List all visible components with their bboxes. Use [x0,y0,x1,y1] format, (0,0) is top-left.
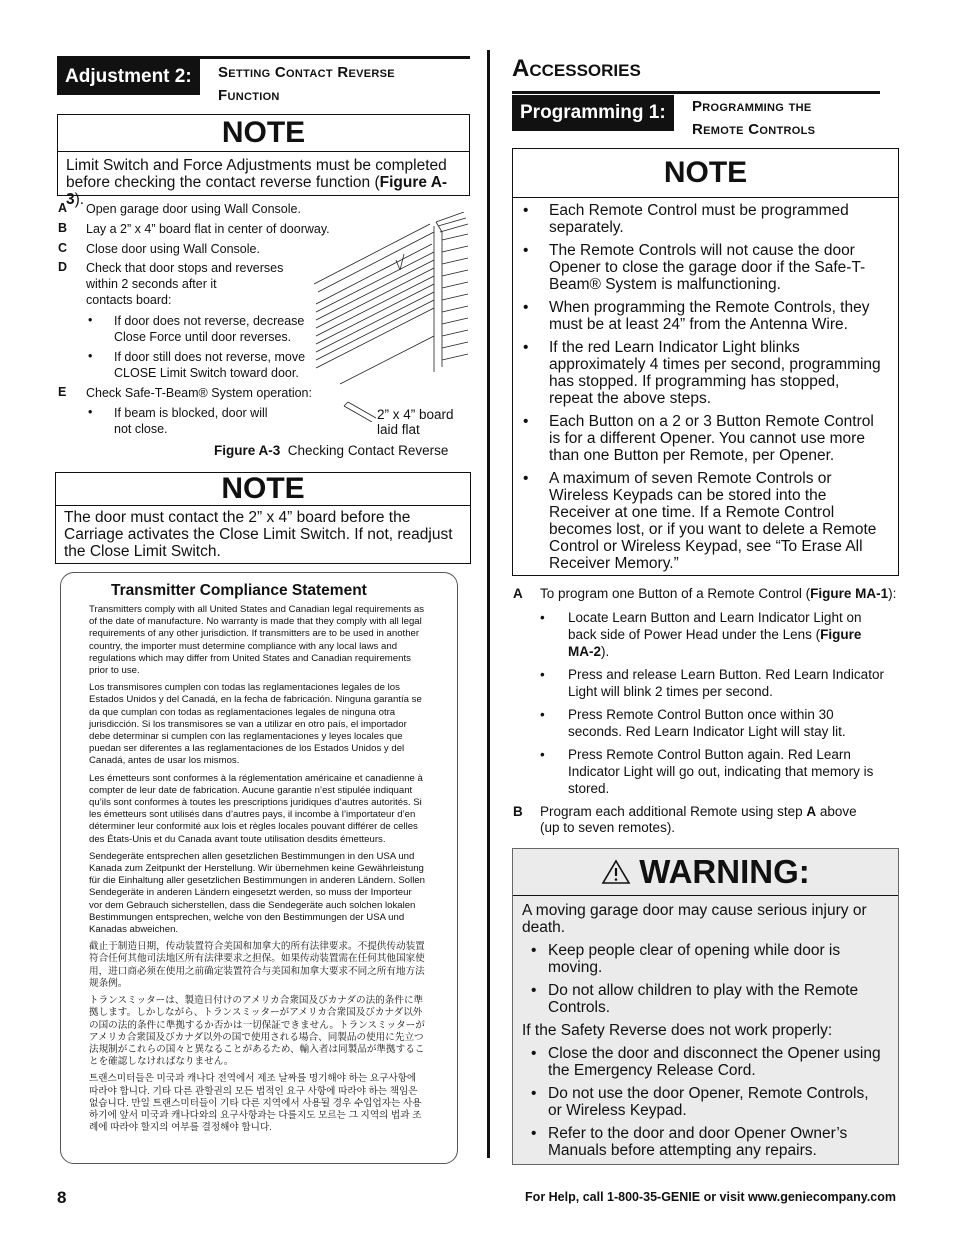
step-a-text: Open garage door using Wall Console. [86,202,301,216]
warning-item: • Do not use the door Opener, Remote Controls, or Wireless Keypad. [521,1085,886,1119]
note-figure-ref: Figure A-3 [66,174,448,208]
step-d-line3: contacts board: [86,293,172,307]
step-a-letter: A [58,201,68,215]
note-item: • Each Remote Control must be programmed separately. [513,202,886,236]
compliance-zh: 截止于制造日期，传动装置符合美国和加拿大的所有法律要求。不提供传动装置符合任何其他司法地区所有法律要求之担保。如果传动装置需在任何其他国家使用，进口商必须在使用之前确定装置符合与美国和加拿大要求不同之所有地方法规条例。 [89,941,425,989]
step-b-letter: B [58,221,68,235]
warning-item: • Close the door and disconnect the Opener using the Emergency Release Cord. [521,1045,886,1079]
prog-step-b-ref: A [806,804,817,819]
bullet-dot: • [88,313,93,327]
compliance-ko: 트랜스미터들은 미국과 캐나다 전역에서 제조 날짜를 명기해야 하는 요구사항에 따라야 합니다. 기타 다른 관할권의 모든 법적인 요구 사항에 따라야 하는 책임은 없습니다. 만일 트랜스미터들이 기타 다른 지역에서 사용될 경우 수입업자는 사용하기에 앞서 미국과 캐나다와의 요구사항과는 다를지도 모르는 그 지역의 법과 조례에 따라야 할지의 여부를 결정해야 합니다. [89,1073,422,1134]
board-label [377,407,454,437]
step-e-bullet1-line2: not close. [114,422,168,436]
note-item: • When programming the Remote Controls, they must be at least 24” from the Antenna Wire. [513,299,886,333]
step-d-bullet2-line2: CLOSE Limit Switch toward door. [114,366,299,380]
adjustment-label: Adjustment 2: [57,59,200,95]
note-box-contact-board [55,472,471,564]
note-heading: NOTE [56,473,470,506]
prog-bullet: • Press and release Learn Button. Red Learn Indicator Light will blink 2 times per second. [540,666,885,700]
note-box-remote-programming [512,148,899,576]
prog-step-a-figure-ref: Figure MA-1 [810,586,889,601]
step-d-bullet2 [114,349,305,381]
programming-label: Programming 1: [512,95,674,131]
step-b-text: Lay a 2” x 4” board flat in center of doorway. [86,222,330,236]
programming-header-rule [512,91,880,94]
step-d-bullet1-line2: Close Force until door reverses. [114,330,292,344]
section-title-accessories: Accessories [512,55,641,82]
figure-caption-text: Checking Contact Reverse [287,443,449,458]
prog-step-b-part1: Program each additional Remote using step [540,804,807,819]
step-d-line1: Check that door stops and reverses [86,261,284,275]
compliance-en: Transmitters comply with all United States and Canadian legal requirements as of the date of manufacture. No warranty is made that they comply with all legal requirements of any other jurisdiction. If transmitters are to be used in another country, the importer must determine compliance with any local laws and regulations which may differ from United States and Canadian requirements prior to use. [89,604,425,677]
board-label-line2: laid flat [377,422,420,437]
step-d-bullet2-line1: If door still does not reverse, move [114,350,306,364]
step-e-bullet1 [114,405,268,437]
prog-bullet1-figure-ref: Figure MA-2 [568,627,862,659]
warning-list1 [521,942,886,1016]
programming-title [692,95,815,141]
warning-intro: A moving garage door may cause serious injury or death. [522,902,867,936]
warning-item: • Refer to the door and door Opener Owner’s Manuals before attempting any repairs. [521,1125,886,1159]
note-text-part1: Limit Switch and Force Adjustments must be completed before checking the contact reverse function ( [66,157,447,191]
step-d-bullet1-line1: If door does not reverse, decrease [114,314,305,328]
prog-bullet [540,609,885,660]
bullet-dot: • [88,405,93,419]
step-d-bullet1 [114,313,304,345]
prog-bullet: • Press Remote Control Button once within 30 seconds. Red Learn Indicator Light will stay lit. [540,706,885,740]
page-number: 8 [57,1188,67,1207]
compliance-fr: Les émetteurs sont conformes à la réglementation américaine et canadienne à compter de leur date de fabrication. Aucune garantie n’est stipulée indiquant qu’ils sont conformes à toutes les prescriptions juridiques d’autres autorités. Si les émetteurs sont utilisés dans d’autres pays, il incombe à l’importateur d’en déterminer leur conformité aux lois et règles locales pouvant différer de celles des États-Unis et du Canada avant toute utilisation desdits émetteurs. [89,772,423,845]
note-item: • A maximum of seven Remote Controls or Wireless Keypads can be stored into the Receiver at one time. If a Remote Control becomes lost, or if you want to delete a Remote Control or Wireless Keypad, see “To Erase All Receiver Memory.” [513,470,886,572]
warning-header [513,849,898,896]
step-d-text [86,260,283,308]
prog-step-b-letter: B [513,804,523,819]
note-heading: NOTE [58,115,469,152]
note-text: The door must contact the 2” x 4” board before the Carriage activates the Close Limit Switch. If not, readjust the Close Limit Switch. [64,509,453,560]
step-d-line2: within 2 seconds after it [86,277,217,291]
board-label-line1: 2” x 4” board [377,407,454,422]
prog-bullet: • Press Remote Control Button again. Red Learn Indicator Light will go out, indicating that memory is stored. [540,746,885,797]
figure-a3-caption [214,443,448,459]
compliance-ja: トランスミッターは、製造日付けのアメリカ合衆国及びカナダの法的条件に準拠します。しかしながら、トランスミッターがアメリカ合衆国及びカナダ以外の国の法的条件に準拠するか否かは一切保証できません。トランスミッターがアメリカ合衆国及びカナダ以外の国で使用される場合、同製品の使用に先立つ法規制がこれらの国々と異なることがあるため、輸入者は同製品が準拠することを確認しなければなりません。 [89,995,425,1068]
prog-step-a-part1: To program one Button of a Remote Control ( [540,586,811,601]
prog-step-a-part2: ): [888,586,897,601]
step-c-letter: C [58,241,68,255]
step-e-bullet1-line1: If beam is blocked, door will [114,406,268,420]
step-c-text: Close door using Wall Console. [86,242,260,256]
note-text [58,152,469,208]
warning-list2 [521,1045,886,1159]
prog-step-b-text [540,804,870,836]
warning-heading: WARNING: [639,853,810,890]
step-e-text: Check Safe-T-Beam® System operation: [86,386,312,400]
note-item: • The Remote Controls will not cause the door Opener to close the garage door if the Safe-T-Beam® System is malfunctioning. [513,242,886,293]
bullet-dot: • [88,349,93,363]
warning-item: • Keep people clear of opening while door is moving. [521,942,886,976]
garage-door-illustration [310,212,470,422]
note-box-limit-switch [57,114,470,208]
note-list [513,198,898,572]
compliance-es: Los transmisores cumplen con todas las reglamentaciones legales de los Estados Unidos y del Canadá, en la fecha de fabricación. Ninguna garantía se da que cumplan con todas as reglamentaciones legales de ninguna otra jurisdicción. Si los transmisores se van a utilizar en otro país, el importador debe determinar si cumplen con las reglamentaciones y leyes locales que puedan ser diferentes a las reglamentaciones de los Estados Unidos y del Canadá, antes de usar los mismos. [89,682,422,767]
step-e-letter: E [58,385,67,399]
figure-caption-label: Figure A-3 [214,443,281,458]
column-divider [487,50,490,1158]
programming-title-line1: Programming the [692,98,812,115]
prog-bullet1-after: ). [601,644,610,659]
adjustment-title-line1: Setting Contact Reverse [218,64,395,81]
compliance-body [61,604,457,1134]
adjustment-title [218,61,395,107]
footer-help-text: For Help, call 1-800-35-GENIE or visit www.geniecompany.com [525,1190,896,1204]
prog-step-a-bullets [540,609,885,803]
step-d-letter: D [58,260,68,274]
adjustment-title-line2: Function [218,87,280,104]
note-heading: NOTE [513,149,898,198]
compliance-title: Transmitter Compliance Statement [111,582,367,599]
compliance-de: Sendegeräte entsprechen allen gesetzlichen Bestimmungen in den USA und Kanada zum Zeitpunkt der Herstellung. Wir übernehmen keine Gewährleistung für die Einhaltung aller gesetzlichen Bestimmungen in anderen Ländern. Sollen Sendegeräte in anderen Ländern eingesetzt werden, so muss der Importeur vor dem Gebrauch sicherstellen, dass die Sendegeräte auch solchen lokalen Bestimmungen entsprechen, welche von den Bestimmungen der USA und Kanadas abweichen. [89,850,425,936]
transmitter-compliance-box [60,572,458,1164]
note-item: • Each Button on a 2 or 3 Button Remote Control is for a different Opener. You cannot use more than one Button per Remote, per Opener. [513,413,886,464]
prog-step-b-part2: above (up to seven remotes). [540,804,857,835]
warning-item: • Do not allow children to play with the Remote Controls. [521,982,886,1016]
note-item: • If the red Learn Indicator Light blinks approximately 4 times per second, programming has stopped. If programming has stopped, repeat the above steps. [513,339,886,407]
note-text-part2: ). [74,191,85,208]
prog-step-a-text [540,586,896,602]
warning-mid: If the Safety Reverse does not work properly: [522,1022,833,1039]
warning-body [513,896,898,1159]
warning-triangle-icon [601,859,631,885]
prog-step-a-letter: A [513,586,523,601]
prog-bullet1-text: Locate Learn Button and Learn Indicator Light on back side of Power Head under the Lens ( [568,610,862,642]
programming-title-line2: Remote Controls [692,121,816,138]
warning-box [512,848,899,1165]
